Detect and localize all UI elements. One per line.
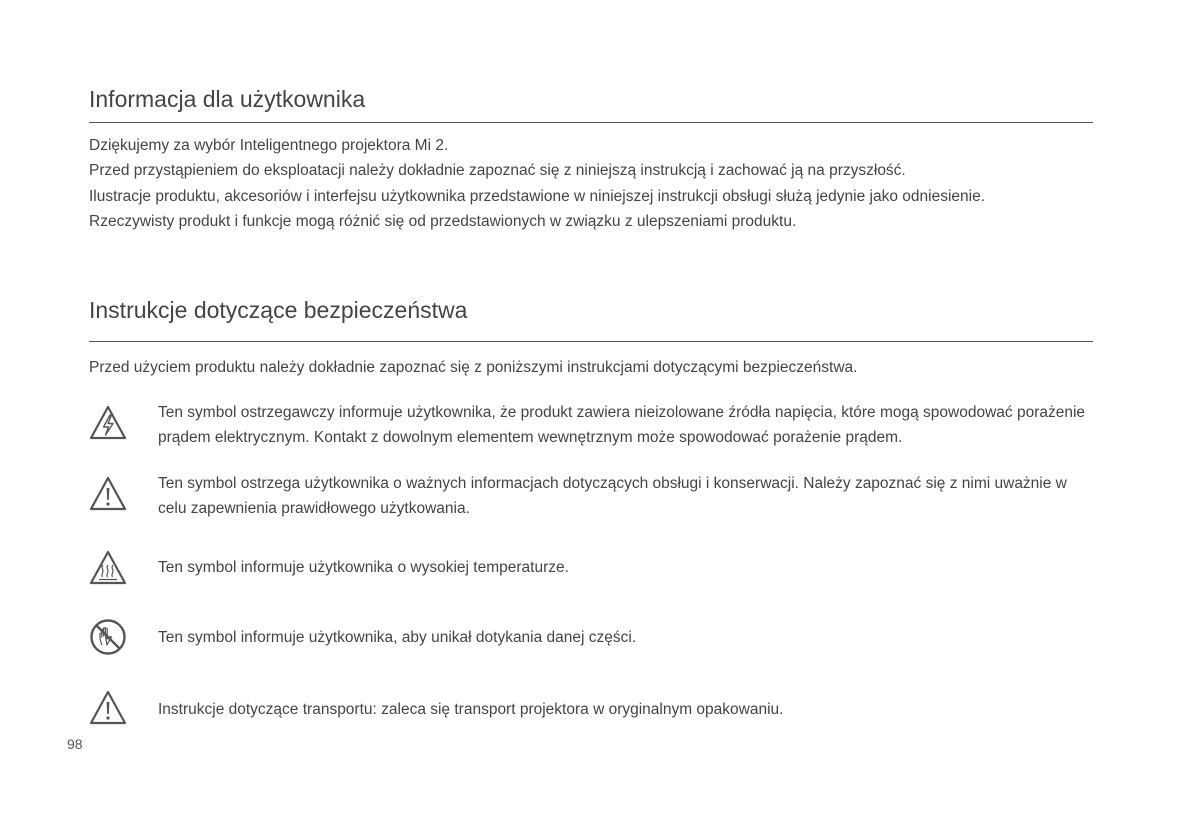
user-info-title: Informacja dla użytkownika — [89, 86, 366, 112]
high-voltage-warning-icon — [89, 404, 127, 442]
symbol-description: Ten symbol informuje użytkownika, aby unikał dotykania danej części. — [158, 629, 637, 646]
safety-title: Instrukcje dotyczące bezpieczeństwa — [89, 297, 468, 323]
safety-divider — [89, 341, 1093, 342]
do-not-touch-icon — [89, 618, 127, 656]
user-info-line-3: Ilustracje produktu, akcesoriów i interfejsu użytkownika przedstawione w niniejszej instrukcji obsługi służą jedynie jako odniesienie. — [89, 188, 986, 205]
user-info-divider — [89, 122, 1093, 123]
user-info-line-1: Dziękujemy za wybór Inteligentnego projektora Mi 2. — [89, 137, 449, 154]
symbol-description: Ten symbol ostrzega użytkownika o ważnych informacjach dotyczących obsługi i konserwacji. Należy zapoznać się z nimi uważnie w celu zapewnienia prawidłowego użytkowania. — [158, 475, 1067, 517]
user-info-line-2: Przed przystąpieniem do eksploatacji należy dokładnie zapoznać się z niniejszą instrukcją i zachować ją na przyszłość. — [89, 162, 906, 179]
hot-surface-warning-icon — [89, 549, 127, 587]
caution-exclamation-icon — [89, 475, 127, 513]
transport-caution-icon — [89, 689, 127, 727]
symbol-description: Ten symbol ostrzegawczy informuje użytkownika, że produkt zawiera nieizolowane źródła napięcia, które mogą spowodować porażenie prądem elektrycznym. Kontakt z dowolnym elementem wewnętrznym może spowodować porażenie prądem. — [158, 404, 1086, 446]
safety-intro: Przed użyciem produktu należy dokładnie zapoznać się z poniższymi instrukcjami dotyczącymi bezpieczeństwa. — [89, 359, 858, 376]
user-info-line-4: Rzeczywisty produkt i funkcje mogą różnić się od przedstawionych w związku z ulepszeniami produktu. — [89, 213, 797, 230]
symbol-description: Ten symbol informuje użytkownika o wysokiej temperaturze. — [158, 559, 569, 576]
page-number: 98 — [67, 736, 83, 752]
symbol-description: Instrukcje dotyczące transportu: zaleca się transport projektora w oryginalnym opakowaniu. — [158, 701, 784, 718]
